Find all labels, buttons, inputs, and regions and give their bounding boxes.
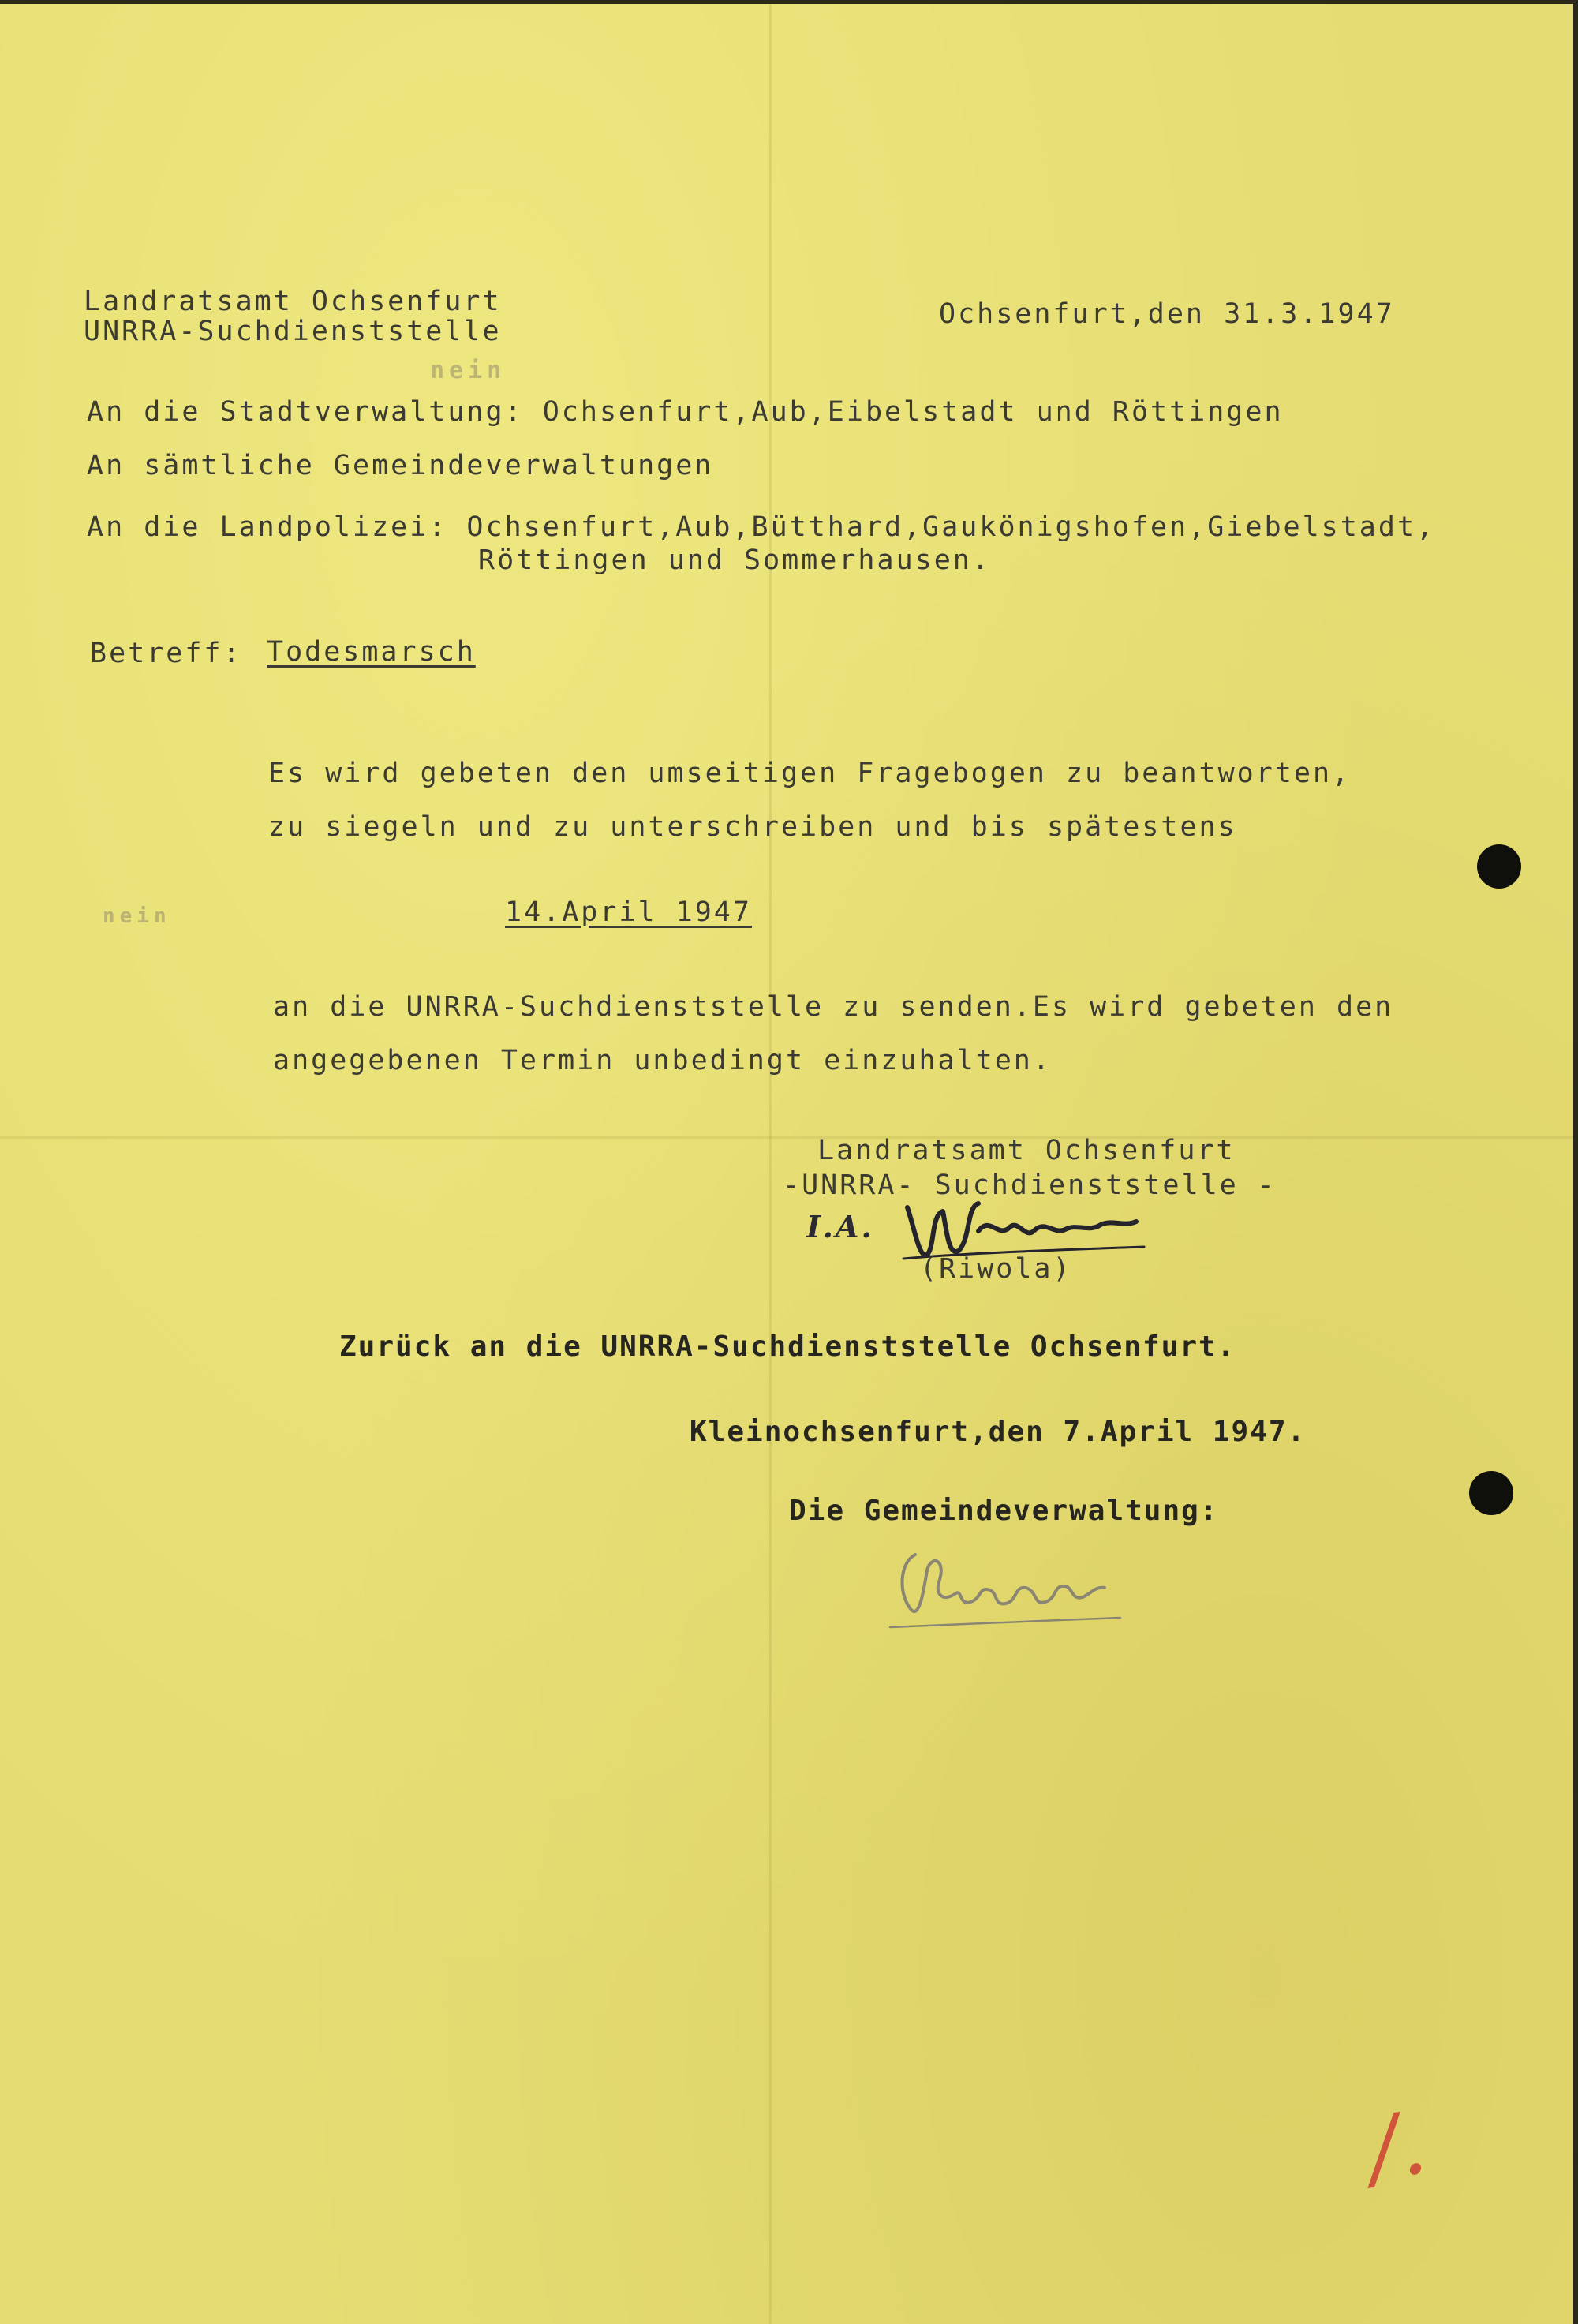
body-line: zu siegeln und zu unterschreiben und bis spätestens bbox=[268, 811, 1237, 843]
red-pencil-mark: /. bbox=[1362, 2091, 1433, 2200]
punch-hole bbox=[1469, 1471, 1513, 1515]
scan-edge-right bbox=[1573, 0, 1578, 2324]
recipient-line: An die Landpolizei: Ochsenfurt,Aub,Bütthard,Gaukönigshofen,Giebelstadt, bbox=[87, 511, 1436, 543]
deadline-date: 14.April 1947 bbox=[505, 896, 752, 928]
reply-line: Zurück an die UNRRA-Suchdienststelle Ochsenfurt. bbox=[339, 1330, 1236, 1363]
recipient-line: An sämtliche Gemeindeverwaltungen bbox=[87, 450, 714, 481]
reply-date-line: Kleinochsenfurt,den 7.April 1947. bbox=[690, 1416, 1307, 1448]
subject-label: Betreff: bbox=[90, 638, 242, 669]
body-line: Es wird gebeten den umseitigen Fragebogen zu beantworten, bbox=[268, 758, 1352, 789]
handwritten-signature-pencil bbox=[884, 1539, 1136, 1641]
recipient-line: An die Stadtverwaltung: Ochsenfurt,Aub,Eibelstadt und Röttingen bbox=[87, 396, 1284, 428]
letterhead-line-1: Landratsamt Ochsenfurt bbox=[84, 286, 502, 317]
punch-hole bbox=[1477, 844, 1521, 889]
signatory-name: (Riwola) bbox=[920, 1253, 1072, 1285]
body-line: an die UNRRA-Suchdienststelle zu senden.Es wird gebeten den bbox=[273, 991, 1394, 1023]
body-line: angegebenen Termin unbedingt einzuhalten. bbox=[273, 1045, 1052, 1076]
signature-prefix: I.A. bbox=[806, 1209, 874, 1244]
letterhead-line-2: UNRRA-Suchdienststelle bbox=[84, 316, 502, 347]
fold-line-horizontal bbox=[0, 1136, 1578, 1139]
signature-office-line: -UNRRA- Suchdienststelle - bbox=[783, 1169, 1277, 1201]
signature-office-line: Landratsamt Ochsenfurt bbox=[817, 1135, 1236, 1166]
reply-authority: Die Gemeindeverwaltung: bbox=[789, 1495, 1219, 1527]
scan-edge-top bbox=[0, 0, 1578, 4]
bleed-through-mark: nein bbox=[430, 357, 507, 384]
subject-value: Todesmarsch bbox=[267, 636, 476, 668]
recipient-line: Röttingen und Sommerhausen. bbox=[478, 545, 991, 576]
fold-line-vertical bbox=[769, 0, 772, 2324]
bleed-through-mark: nein bbox=[103, 904, 171, 928]
date-line: Ochsenfurt,den 31.3.1947 bbox=[939, 298, 1395, 330]
